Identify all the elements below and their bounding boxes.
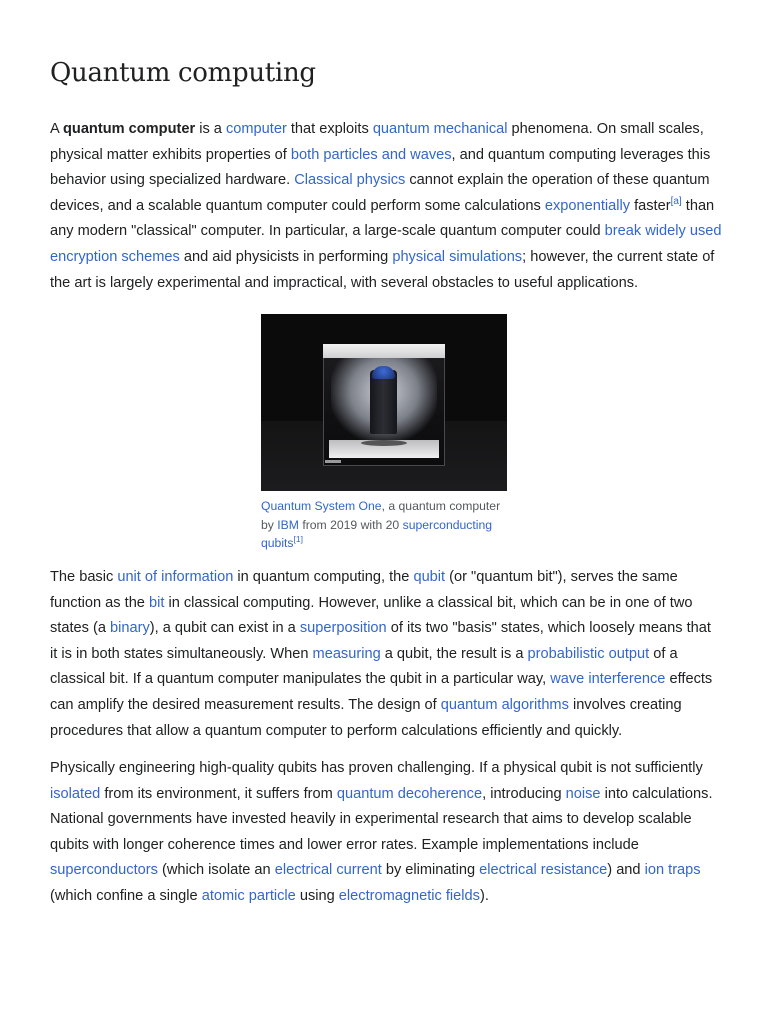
qubit-paragraph <box>50 565 722 744</box>
link-electromagnetic-fields[interactable]: electromagnetic fields <box>338 888 480 905</box>
link-ion-traps[interactable]: ion traps <box>644 862 701 879</box>
link-superconductors[interactable]: superconductors <box>50 862 158 879</box>
footnote-a[interactable]: [a] <box>670 195 682 207</box>
link-isolated[interactable]: isolated <box>50 785 101 802</box>
bold-term: quantum computer <box>62 121 196 137</box>
link-encryption[interactable]: break widely used encryption schemes <box>50 223 722 265</box>
text: ; however, the current state of the art is largely experimental and impractical, with several obstacles to useful applications. <box>50 248 715 291</box>
image-brand-mark <box>325 460 341 463</box>
text: is a <box>195 121 226 137</box>
image-cryostat-top <box>372 366 395 379</box>
link-probabilistic-output[interactable]: probabilistic output <box>527 645 650 662</box>
link-noise[interactable]: noise <box>565 785 601 802</box>
text: of its two "basis" states, which loosely means that it is in both states simultaneously. When <box>50 620 711 662</box>
link-exponentially[interactable]: exponentially <box>544 197 631 214</box>
image-cryostat <box>370 370 397 434</box>
link-binary[interactable]: binary <box>110 620 150 637</box>
link-particles-waves[interactable]: both particles and waves <box>290 146 452 163</box>
figure <box>261 314 507 553</box>
link-superconducting-qubits[interactable]: superconducting qubits <box>261 517 493 551</box>
link-measuring[interactable]: measuring <box>312 645 381 662</box>
text: , introducing <box>482 785 566 802</box>
text: than any modern "classical" computer. In particular, a large-scale quantum computer could <box>50 197 715 240</box>
link-electrical-resistance[interactable]: electrical resistance <box>479 862 608 879</box>
text: from 2019 with 20 <box>298 517 403 532</box>
link-qubit[interactable]: qubit <box>413 568 446 585</box>
text: a qubit, the result is a <box>380 645 528 662</box>
link-physical-simulations[interactable]: physical simulations <box>392 248 523 265</box>
text: that exploits <box>286 121 373 137</box>
text: ), a qubit can exist in a <box>149 620 300 637</box>
text: (which confine a single <box>50 888 202 905</box>
text: (which isolate an <box>157 862 275 879</box>
text: faster <box>630 197 671 214</box>
page-title: Quantum computing <box>50 58 316 88</box>
text: effects can amplify the desired measurement results. The design of <box>50 671 713 713</box>
engineering-paragraph <box>50 756 722 910</box>
link-bit[interactable]: bit <box>148 594 165 611</box>
quantum-system-one-image[interactable] <box>261 314 507 491</box>
link-superposition[interactable]: superposition <box>299 620 387 637</box>
link-wave-interference[interactable]: wave interference <box>550 671 666 688</box>
text: of a classical bit. If a quantum computer manipulates the qubit in a particular way, <box>50 645 678 688</box>
text: involves creating procedures that allow a quantum computer to perform calculations efficiently and quickly. <box>50 696 682 739</box>
text: in classical computing. However, unlike a classical bit, which can be in one of two states (a <box>50 594 693 637</box>
link-quantum-mechanical[interactable]: quantum mechanical <box>372 121 508 137</box>
link-quantum-system-one[interactable]: Quantum System One <box>261 499 382 514</box>
text: in quantum computing, the <box>233 568 414 585</box>
link-atomic-particle[interactable]: atomic particle <box>201 888 296 905</box>
text: ) and <box>607 862 645 879</box>
text: using <box>295 888 339 905</box>
reference-1[interactable]: [1] <box>293 534 303 545</box>
link-ibm[interactable]: IBM <box>277 517 299 532</box>
text: , a quantum computer by <box>261 499 501 532</box>
text: A <box>50 121 63 137</box>
text: (or "quantum bit"), serves the same function as the <box>50 568 678 611</box>
article <box>50 0 722 910</box>
link-electrical-current[interactable]: electrical current <box>274 862 382 879</box>
text: Physically engineering high-quality qubits has proven challenging. If a physical qubit is not sufficiently <box>50 760 703 777</box>
link-classical-physics[interactable]: Classical physics <box>294 172 406 189</box>
text: from its environment, it suffers from <box>100 785 337 802</box>
link-unit-of-information[interactable]: unit of information <box>117 568 234 585</box>
link-quantum-algorithms[interactable]: quantum algorithms <box>440 696 569 713</box>
image-enclosure-top <box>323 344 445 358</box>
figure-caption <box>261 497 507 553</box>
text: and aid physicists in performing <box>179 248 393 265</box>
text: , and quantum computing leverages this behavior using specialized hardware. <box>50 146 711 189</box>
text: ). <box>479 888 489 905</box>
link-computer[interactable]: computer <box>225 121 287 137</box>
text: cannot explain the operation of these quantum devices, and a scalable quantum computer could perform some calculations <box>50 172 710 214</box>
text: phenomena. On small scales, physical matter exhibits properties of <box>50 121 704 163</box>
link-quantum-decoherence[interactable]: quantum decoherence <box>336 785 483 802</box>
intro-paragraph <box>50 117 722 296</box>
text: into calculations. National governments have invested heavily in experimental research that aims to develop scalable qubits with longer coherence times and lower error rates. Example implementations include <box>50 785 713 853</box>
text: The basic <box>50 568 118 585</box>
text: by eliminating <box>381 862 480 879</box>
